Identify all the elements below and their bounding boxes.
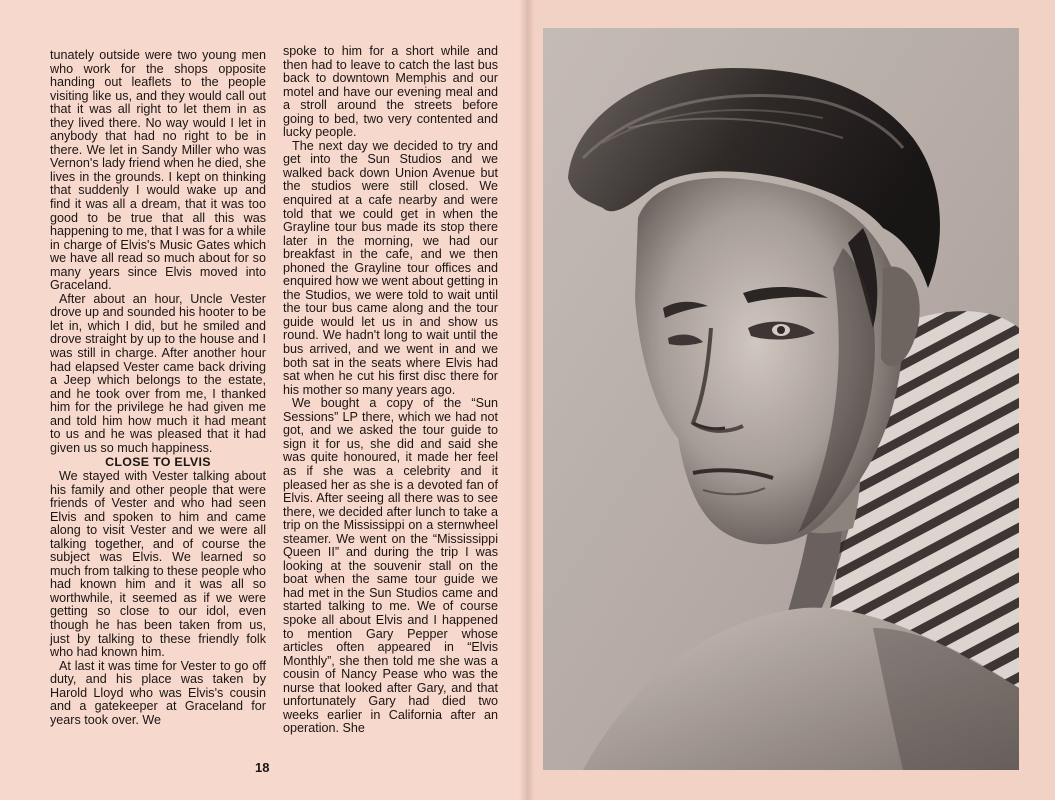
paragraph: tunately outside were two young men who work for the shops opposite handing out leaflets to the people visiting like us, and they would call out that it was all right to let them in as they lived there. No way would I let in anybody that had no right to be in there. We let in Sandy Miller who was Vernon's lady friend when he died, she lives in the grounds. I kept on thinking that suddenly I would wake up and find it was all a dream, that it was too good to be true that all this was happening to me, that I was for a while in charge of Elvis's Music Gates which we have all read so much about for so many years since Elvis moved into Graceland. bbox=[50, 48, 266, 293]
paragraph: At last it was time for Vester to go off duty, and his place was taken by Harold Lloyd who was Elvis's cousin and a gatekeeper at Graceland for years took over. We bbox=[50, 658, 266, 727]
paragraph: spoke to him for a short while and then had to leave to catch the last bus back to downtown Memphis and our motel and have our evening meal and a stroll around the streets before going to bed, two very contented and lucky people. bbox=[283, 44, 498, 140]
section-subheading: CLOSE TO ELVIS bbox=[105, 455, 211, 470]
paragraph: We stayed with Vester talking about his family and other people that were friends of Vester and who had seen Elvis and spoken to him and came along to visit Vester and we were all talking together, and of course the subject was Elvis. We learned so much from talking to these people who had known him and it was all so worthwhile, it seemed as if we were getting so close to our idol, even though he has been taken from us, just by talking to these friendly folk who had known him. bbox=[50, 468, 266, 660]
text-column-1 bbox=[50, 49, 266, 727]
left-page bbox=[0, 0, 527, 800]
paragraph: After about an hour, Uncle Vester drove up and sounded his hooter to be let in, which I did, but he smiled and drove straight by up to the house and I was still in charge. After another hour had elapsed Vester came back driving a Jeep which belongs to the estate, and he took over from me, I thanked him for the privilege he had given me and told him how much it had meant to us and he was pleased that it had given us so much happiness. bbox=[50, 291, 266, 455]
page-gutter bbox=[519, 0, 535, 800]
paragraph: The next day we decided to try and get into the Sun Studios and we walked back down Union Avenue but the studios were still closed. We enquired at a cafe nearby and were told that we could get in when the Grayline tour bus made its stop there later in the morning, we had our breakfast in the cafe, and we then phoned the Grayline tour offices and enquired how we went about getting in the Studios, we were told to wait until the tour bus came along and the tour guide would let us in and show us round. We hadn't long to wait until the bus arrived, and we went in and we both sat in the seats where Elvis had sat when he cut his first disc there for his mother so many years ago. bbox=[283, 138, 498, 397]
portrait-photo-icon bbox=[543, 28, 1019, 770]
paragraph: We bought a copy of the “Sun Sessions” LP there, which we had not got, and we asked the tour guide to sign it for us, she did and said she was quite honoured, it made her feel as if she was a celebrity and it pleased her as she is a devoted fan of Elvis. After seeing all there was to see there, we decided after lunch to take a trip on the Mississippi on a sternwheel steamer. We went on the “Mississippi Queen II” and during the trip I was looking at the souvenir stall on the boat when the same tour guide we had met in the Sun Studios came and started talking to me. We of course spoke all about Elvis and I happened to mention Gary Pepper whose articles often appeared in “Elvis Monthly”, she then told me she was a cousin of Nancy Pease who was the nurse that looked after Gary, and that unfortunately Gary had died two weeks earlier in California after an operation. She bbox=[283, 396, 498, 736]
portrait-photo bbox=[543, 28, 1019, 770]
text-column-2 bbox=[283, 45, 498, 736]
page-number: 18 bbox=[255, 760, 270, 775]
